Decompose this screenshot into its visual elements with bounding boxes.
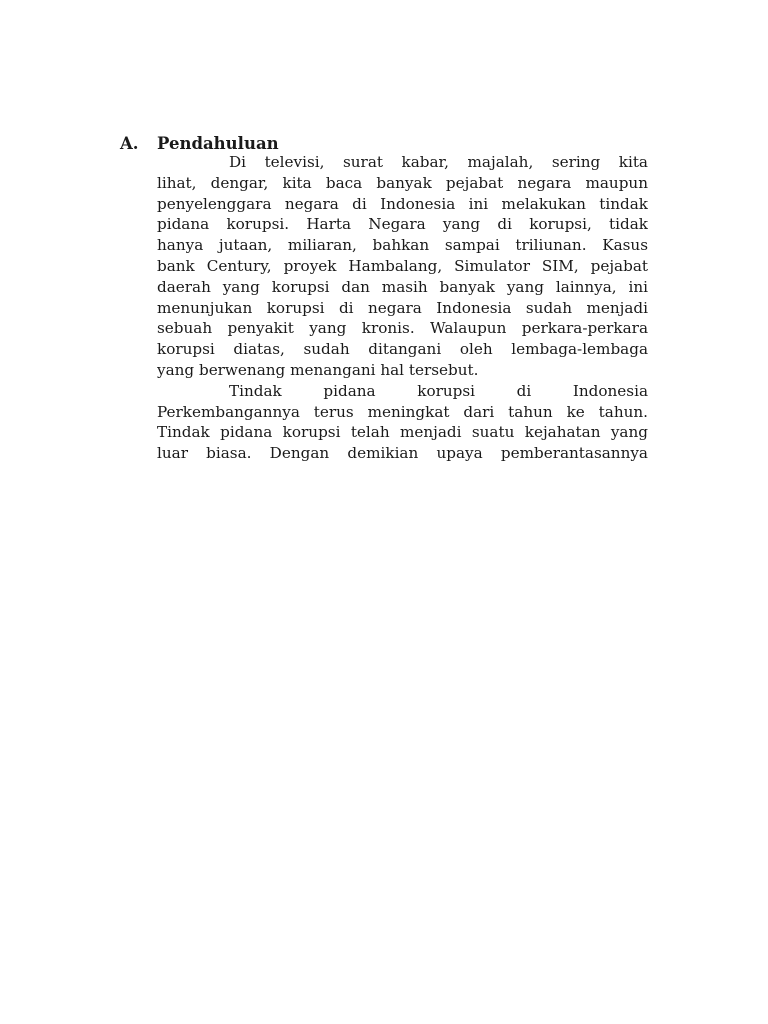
paragraph-line: pidana korupsi. Harta Negara yang di korupsi, tidak: [157, 215, 648, 234]
paragraph-line: Tindak pidana korupsi telah menjadi suatu kejahatan yang: [157, 423, 648, 442]
section-letter: A.: [120, 134, 139, 153]
paragraph-1: [157, 152, 648, 381]
paragraph-line: korupsi diatas, sudah ditangani oleh lembaga-lembaga: [157, 340, 648, 359]
paragraph-line: yang berwenang menangani hal tersebut.: [157, 360, 479, 379]
paragraph-line: Di televisi, surat kabar, majalah, sering kita: [229, 153, 648, 171]
paragraph-line: menunjukan korupsi di negara Indonesia sudah menjadi: [157, 298, 648, 317]
paragraph-line: hanya jutaan, miliaran, bahkan sampai triliunan. Kasus: [157, 236, 648, 255]
paragraph-line: Tindak pidana korupsi di Indonesia: [229, 381, 648, 400]
paragraph-line: sebuah penyakit yang kronis. Walaupun perkara-perkara: [157, 319, 648, 338]
paragraph-line: daerah yang korupsi dan masih banyak yang lainnya, ini: [157, 277, 648, 296]
paragraph-2: [157, 381, 648, 464]
section-heading: [120, 134, 279, 154]
paragraph-line: bank Century, proyek Hambalang, Simulator SIM, pejabat: [157, 256, 648, 275]
paragraph-line: penyelenggara negara di Indonesia ini melakukan tindak: [157, 194, 648, 213]
paragraph-line: Perkembangannya terus meningkat dari tahun ke tahun.: [157, 402, 648, 421]
paragraph-line: lihat, dengar, kita baca banyak pejabat negara maupun: [157, 173, 648, 192]
paragraph-line: luar biasa. Dengan demikian upaya pemberantasannya: [157, 444, 648, 463]
body-text: [157, 152, 648, 464]
section-title: Pendahuluan: [157, 134, 279, 153]
